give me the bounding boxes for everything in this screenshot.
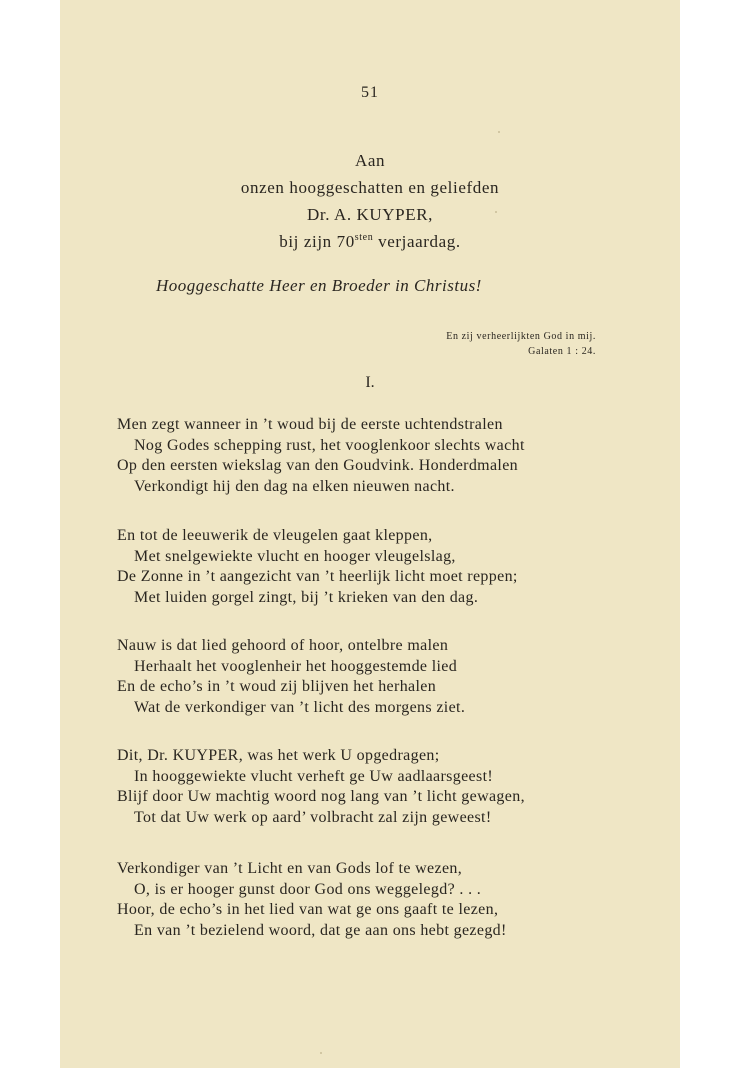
paper-speck	[498, 131, 500, 133]
verse-line: En tot de leeuwerik de vleugelen gaat kleppen,	[117, 527, 433, 544]
verse-line: Blijf door Uw machtig woord nog lang van ’t licht gewagen,	[117, 788, 525, 805]
section-number: I.	[365, 374, 375, 391]
dedication-line-4-superscript: sten	[354, 232, 374, 243]
dedication-line-3: Dr. A. KUYPER,	[307, 205, 433, 224]
page-number: 51	[361, 84, 379, 101]
verse-line: Wat de verkondiger van ’t licht des morgens ziet.	[134, 698, 466, 716]
paper-speck	[320, 1052, 322, 1054]
dedication-line-2: onzen hooggeschatten en geliefden	[240, 178, 500, 197]
verse-fragment: Dit, Dr. KUYPER, was het werk U opgedragen;	[117, 747, 440, 764]
stanza	[117, 526, 657, 608]
verse-line: Verkondigt hij den dag na elken nieuwen nacht.	[134, 477, 455, 495]
stanza	[117, 415, 657, 497]
verse-line: Met luiden gorgel zingt, bij ’t krieken van den dag.	[134, 588, 479, 606]
verse-line: Nauw is dat lied gehoord of hoor, ontelbre malen	[117, 637, 449, 654]
verse-line: En de echo’s in ’t woud zij blijven het herhalen	[117, 678, 437, 695]
verse-line: Met snelgewiekte vlucht en hooger vleugelslag,	[134, 547, 456, 565]
verse-line: Men zegt wanneer in ’t woud bij de eerste uchtendstralen	[117, 416, 503, 433]
book-page	[60, 0, 680, 1068]
verse-line: De Zonne in ’t aangezicht van ’t heerlijk licht moet reppen;	[117, 568, 518, 585]
verse-line: Nog Godes schepping rust, het vooglenkoor slechts wacht	[134, 436, 525, 454]
verse-line: Op den eersten wiekslag van den Goudvink. Honderdmalen	[117, 457, 519, 474]
motto-quote: En zij verheerlijkten God in mij.	[446, 331, 596, 342]
dedication-line-4-prefix: bij zijn 70	[279, 232, 355, 251]
paper-speck	[495, 211, 497, 213]
verse-line: Verkondiger van ’t Licht en van Gods lof te wezen,	[117, 860, 463, 877]
verse-line	[117, 746, 657, 767]
verse-line: O, is er hooger gunst door God ons weggelegd? . . .	[134, 880, 482, 898]
stanza	[117, 636, 657, 718]
salutation: Hooggeschatte Heer en Broeder in Christus!	[156, 276, 482, 295]
dedication-line-1: Aan	[354, 151, 386, 170]
stanza	[117, 746, 657, 828]
dedication	[60, 147, 680, 255]
dedication-line-4	[60, 228, 680, 255]
verse-line: Herhaalt het vooglenheir het hooggestemde lied	[134, 657, 458, 675]
motto	[446, 329, 596, 359]
verse-line: Hoor, de echo’s in het lied van wat ge ons gaaft te lezen,	[117, 901, 499, 918]
verse-line: In hooggewiekte vlucht verheft ge Uw aadlaarsgeest!	[134, 767, 494, 785]
stanza	[117, 859, 657, 941]
motto-reference: Galaten 1 : 24.	[528, 346, 596, 357]
dedication-line-4-suffix: verjaardag.	[373, 232, 461, 251]
verse-line: En van ’t bezielend woord, dat ge aan ons hebt gezegd!	[134, 921, 507, 939]
verse-line: Tot dat Uw werk op aard’ volbracht zal zijn geweest!	[134, 808, 492, 826]
